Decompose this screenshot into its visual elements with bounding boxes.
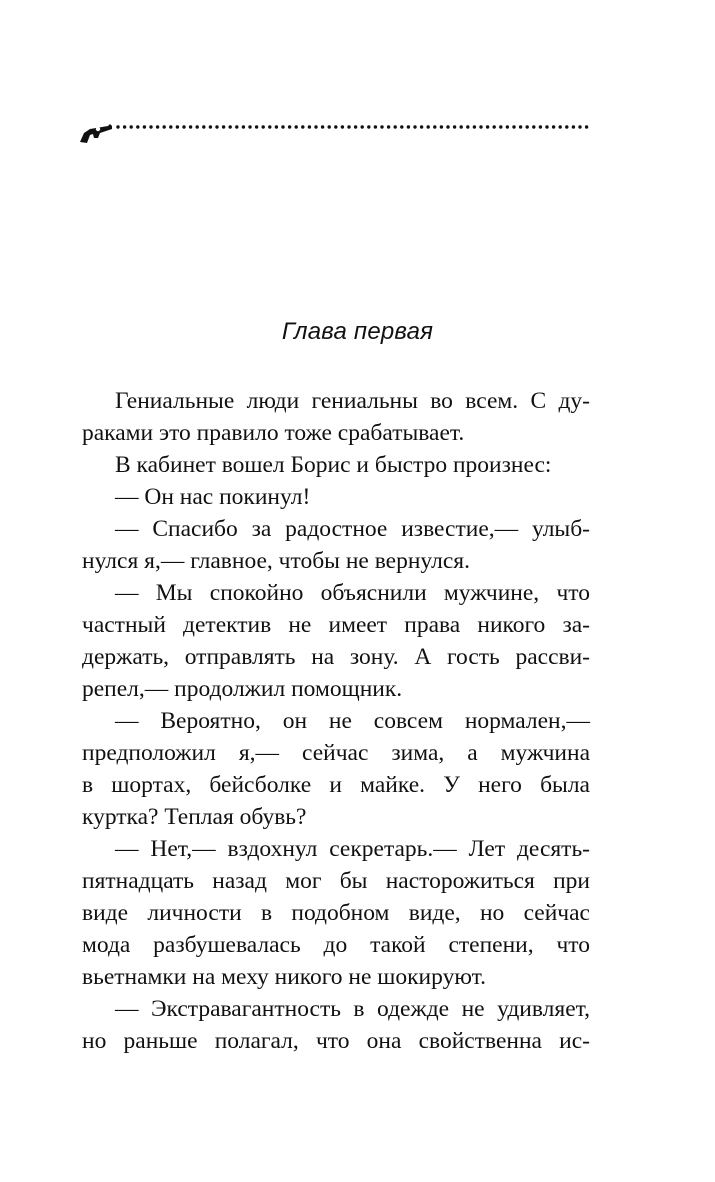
header-ornament <box>78 116 598 152</box>
text-line: — Спасибо за радостное известие,— улыб- <box>115 516 590 542</box>
body-text <box>82 385 590 1057</box>
text-line: но раньше полагал, что она свойственна ис- <box>82 1028 590 1054</box>
text-line: держать, отправлять на зону. А гость рассви- <box>82 644 590 670</box>
text-line: вьетнамки на меху никого не шокируют. <box>82 964 486 990</box>
text-line: мода разбушевалась до такой степени, что <box>82 932 590 958</box>
text-line: — Он нас покинул! <box>115 484 311 510</box>
text-line: репел,— продолжил помощник. <box>82 676 403 702</box>
text-line: — Вероятно, он не совсем нормален,— <box>115 708 590 734</box>
text-line: В кабинет вошел Борис и быстро произнес: <box>115 452 552 478</box>
text-line: виде личности в подобном виде, но сейчас <box>82 900 590 926</box>
text-line: — Экстравагантность в одежде не удивляет, <box>115 996 590 1022</box>
text-line: предположил я,— сейчас зима, а мужчина <box>82 740 590 766</box>
revolver-icon <box>78 116 598 152</box>
text-line: частный детектив не имеет права никого за- <box>82 612 590 638</box>
text-line: куртка? Теплая обувь? <box>82 804 307 830</box>
text-line: — Мы спокойно объяснили мужчине, что <box>115 580 590 606</box>
text-line: Гениальные люди гениальны во всем. С ду- <box>115 388 590 414</box>
chapter-title: Глава первая <box>281 318 434 345</box>
text-line: пятнадцать назад мог бы насторожиться при <box>82 868 590 894</box>
text-line: — Нет,— вздохнул секретарь.— Лет десять- <box>115 836 590 862</box>
text-line: раками это правило тоже срабатывает. <box>82 420 465 446</box>
text-line: в шортах, бейсболке и майке. У него была <box>82 772 590 798</box>
text-line: нулся я,— главное, чтобы не вернулся. <box>82 548 470 574</box>
